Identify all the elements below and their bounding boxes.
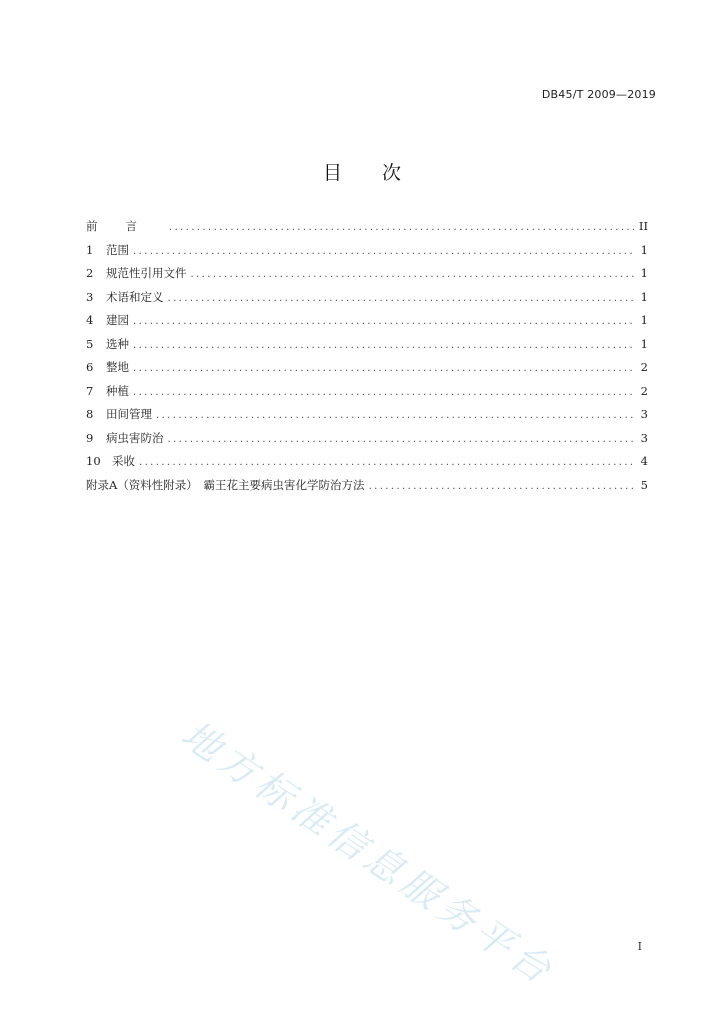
toc-entry-number: 5 [86, 336, 94, 351]
toc-entry-number: 1 [86, 242, 94, 257]
toc-entry-page: 2 [640, 383, 648, 398]
toc-entry-planting[interactable] [86, 383, 648, 407]
toc-entry-orchard[interactable] [86, 312, 648, 336]
toc-entry-number: 8 [86, 407, 94, 421]
toc-entry-page: 3 [640, 430, 648, 445]
watermark: 地方标准信息服务平台 [173, 712, 564, 995]
toc-entry-label: 选种 [106, 336, 129, 351]
toc-entry-land-prep[interactable] [86, 359, 648, 383]
toc-entry-harvest[interactable] [86, 453, 648, 477]
toc-leader-dots [133, 363, 634, 374]
toc-entry-page: 1 [640, 266, 648, 280]
toc-entry-label: 前言 [86, 219, 165, 233]
toc-leader-dots [191, 269, 635, 280]
toc-entry-page: 5 [640, 477, 648, 492]
toc-entry-label: 范围 [106, 242, 129, 257]
toc-entry-preface[interactable] [86, 218, 648, 242]
toc-leader-dots [133, 340, 634, 351]
toc-entry-label: 规范性引用文件 [106, 266, 187, 280]
toc-leader-dots [369, 481, 634, 492]
toc-entry-page: II [638, 219, 648, 233]
toc-entry-page: 1 [640, 242, 648, 257]
toc-entry-page: 4 [640, 454, 648, 468]
toc-entry-label: 病虫害防治 [106, 430, 164, 445]
toc-entry-label: 附录A（资料性附录） 霸王花主要病虫害化学防治方法 [86, 477, 365, 492]
toc-entry-label: 建园 [106, 313, 129, 327]
toc-entry-label: 田间管理 [106, 407, 152, 421]
toc-leader-dots [156, 410, 634, 421]
toc-entry-label: 整地 [106, 360, 129, 374]
toc-leader-dots [168, 293, 635, 304]
toc-leader-dots [133, 387, 634, 398]
toc-leader-dots [168, 434, 635, 445]
page-number: I [637, 940, 642, 953]
toc-entry-field-management[interactable] [86, 406, 648, 430]
toc-entry-label: 采收 [112, 454, 135, 468]
table-of-contents [86, 218, 648, 500]
toc-entry-number: 2 [86, 266, 94, 280]
toc-leader-dots [133, 316, 634, 327]
toc-entry-normative-references[interactable] [86, 265, 648, 289]
document-code: DB45/T 2009—2019 [541, 88, 656, 101]
toc-entry-label: 种植 [106, 383, 129, 398]
toc-entry-page: 1 [640, 336, 648, 351]
toc-entry-number: 4 [86, 313, 94, 327]
toc-entry-number: 3 [86, 289, 94, 304]
toc-entry-page: 2 [640, 360, 648, 374]
toc-title-char-2: 次 [382, 162, 402, 184]
toc-leader-dots [139, 457, 634, 468]
toc-entry-number: 10 [86, 454, 101, 468]
toc-entry-page: 3 [640, 407, 648, 421]
toc-title-char-1: 目 [322, 162, 342, 184]
toc-entry-page: 1 [640, 313, 648, 327]
toc-entry-page: 1 [640, 289, 648, 304]
toc-entry-pest-control[interactable] [86, 430, 648, 454]
toc-entry-number: 7 [86, 383, 94, 398]
toc-entry-label: 术语和定义 [106, 289, 164, 304]
toc-title [0, 158, 724, 185]
toc-entry-scope[interactable] [86, 242, 648, 266]
toc-entry-variety[interactable] [86, 336, 648, 360]
toc-entry-terms[interactable] [86, 289, 648, 313]
toc-leader-dots [133, 246, 634, 257]
toc-leader-dots [169, 222, 634, 233]
toc-entry-appendix-a[interactable] [86, 477, 648, 501]
toc-entry-number: 9 [86, 430, 94, 445]
toc-entry-number: 6 [86, 360, 94, 374]
